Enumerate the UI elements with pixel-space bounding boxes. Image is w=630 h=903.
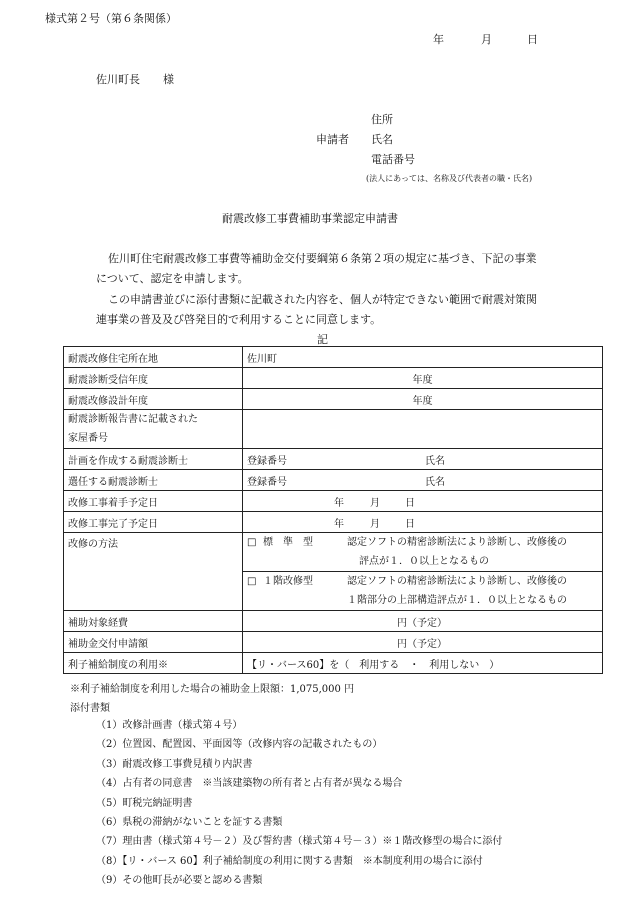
attachment-item: （4）占有者の同意書 ※当該建築物の所有者と占有者が異なる場合 [96,778,403,790]
method-first-floor-type: １階改修型 [263,576,313,587]
method-first-floor-option[interactable] [243,572,603,611]
end-year-unit: 年 [334,518,344,530]
house-number-label [64,410,243,449]
addressee-honorific: 様 [163,73,174,86]
end-month-unit: 月 [370,518,380,530]
attachment-item: （8）【リ・バース 60】利子補給制度の利用に関する書類 ※本制度利用の場合に添付 [96,855,483,867]
method-standard-option[interactable] [243,533,603,572]
method-standard-desc [347,533,598,571]
start-day-unit: 日 [405,497,415,509]
row-cost [64,611,603,632]
design-year-label: 耐震改修設計年度 [64,389,243,410]
supervisor-field[interactable] [243,470,603,491]
attachments-title: 添付書類 [70,703,110,714]
date-month: 月 [481,33,492,46]
start-year-unit: 年 [334,497,344,509]
planner-label: 計画を作成する耐震診断士 [64,449,243,470]
cost-field[interactable] [243,611,603,632]
amount-label: 補助金交付申請額 [64,632,243,653]
row-planner [64,449,603,470]
house-number-label-line1: 耐震診断報告書に記載された [68,414,198,425]
method-label: 改修の方法 [64,533,243,611]
method-standard-type: 標 準 型 [263,537,313,548]
row-house-number [64,410,603,449]
row-amount [64,632,603,653]
interest-label: 利子補給制度の利用※ [64,653,243,674]
amount-unit: 円（予定） [397,638,447,650]
attachment-item: （2）位置図、配置図、平面図等（改修内容の記載されたもの） [96,739,383,751]
row-end-date [64,512,603,533]
attachment-item: （9）その他町長が必要と認める書類 [96,875,263,887]
attachment-item: （6）県税の滞納がないことを証する書類 [96,816,283,828]
ki-label: 記 [317,333,328,346]
end-date-field[interactable] [243,512,603,533]
applicant-phone-label: 電話番号 [371,153,415,166]
date-year: 年 [433,33,444,46]
date-day: 日 [527,33,538,46]
method-first-floor-checkbox[interactable]: □ [247,576,257,587]
location-value[interactable]: 佐川町 [243,347,603,368]
applicant-address-label: 住所 [371,113,393,126]
row-location [64,347,603,368]
applicant-note: (法人にあっては、名称及び代表者の職・氏名) [366,174,533,183]
attachment-item: （7）理由書（様式第４号－２）及び誓約書（様式第４号－３）※１階改修型の場合に添付 [96,836,503,848]
start-month-unit: 月 [370,497,380,509]
attachment-item: （5）町税完納証明書 [96,797,193,809]
start-date-field[interactable] [243,491,603,512]
start-date-label: 改修工事着手予定日 [64,491,243,512]
form-number: 様式第２号（第６条関係） [45,12,177,25]
interest-field[interactable]: 【リ・バース60】を（ 利用する ・ 利用しない ） [243,653,603,674]
supervisor-name-label: 氏名 [425,476,445,488]
body-p1-line2: について、認定を申請します。 [96,272,249,285]
row-method-standard [64,533,603,572]
method-first-floor-desc-line2: １階部分の上部構造評点が１．０以上となるもの [347,595,567,606]
attachment-item: （1）改修計画書（様式第４号） [96,720,243,731]
diagnosis-year-field[interactable] [243,368,603,389]
diagnosis-year-unit: 年度 [412,374,433,386]
planner-field[interactable] [243,449,603,470]
row-start-date [64,491,603,512]
house-number-label-line2: 家屋番号 [68,433,108,444]
design-year-unit: 年度 [412,395,433,407]
method-standard-checkbox[interactable]: □ [247,537,257,548]
method-standard-desc-line1: 認定ソフトの精密診断法により診断し、改修後の [347,537,567,548]
applicant-label: 申請者 [316,133,349,146]
design-year-field[interactable] [243,389,603,410]
end-day-unit: 日 [405,518,415,530]
attachments-list [96,716,502,891]
cost-unit: 円（予定） [397,617,447,629]
row-design-year [64,389,603,410]
applicant-name-label: 氏名 [371,133,393,146]
location-label: 耐震改修住宅所在地 [64,347,243,368]
body-p2-line1: この申請書並びに添付書類に記載された内容を、個人が特定できない範囲で耐震対策関 [108,293,537,306]
row-interest [64,653,603,674]
end-date-label: 改修工事完了予定日 [64,512,243,533]
house-number-field[interactable] [243,410,603,449]
row-supervisor [64,470,603,491]
attachment-item: （3）耐震改修工事費見積り内訳書 [96,758,253,770]
method-first-floor-desc-line1: 認定ソフトの精密診断法により診断し、改修後の [347,576,567,587]
supervisor-label: 選任する耐震診断士 [64,470,243,491]
supervisor-reg-no-label: 登録番号 [247,476,287,488]
diagnosis-year-label: 耐震診断受信年度 [64,368,243,389]
document-title: 耐震改修工事費補助事業認定申請書 [222,212,398,225]
planner-name-label: 氏名 [425,455,445,467]
application-table [63,346,603,674]
method-standard-desc-line2: 評点が１．０以上となるもの [359,556,489,567]
row-diagnosis-year [64,368,603,389]
method-first-floor-desc [347,572,598,610]
amount-field[interactable] [243,632,603,653]
body-p2-line2: 連事業の普及及び啓発目的で利用することに同意します。 [96,313,382,326]
planner-reg-no-label: 登録番号 [247,455,287,467]
body-p1-line1: 佐川町住宅耐震改修工事費等補助金交付要綱第６条第２項の規定に基づき、下記の事業 [108,252,537,265]
addressee-mayor: 佐川町長 [96,73,140,86]
limit-note: ※利子補給制度を利用した場合の補助金上限額：1,075,000 円 [70,684,355,695]
cost-label: 補助対象経費 [64,611,243,632]
